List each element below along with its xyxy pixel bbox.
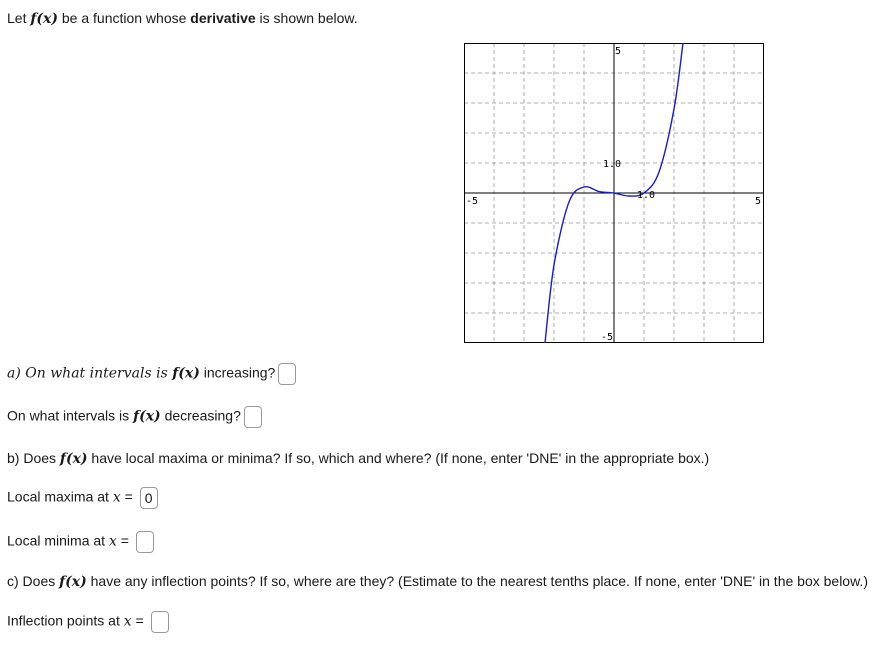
part-b-question: b) Does f(x) have local maxima or minima? If so, which and where? (If none, enter 'DNE' in the appropriate box.): [7, 450, 710, 467]
local-minima-answer-box[interactable]: [136, 531, 154, 553]
tick-label-x-1-0: 1.0: [637, 190, 656, 201]
part-a-decreasing: On what intervals is f(x) decreasing?: [7, 406, 262, 428]
tick-label-y-1-0: 1.0: [603, 159, 622, 170]
derivative-graph: [464, 43, 764, 343]
tick-label-y-top: 5: [615, 46, 622, 57]
inflection-row: Inflection points at x =: [7, 611, 169, 633]
increasing-answer-box[interactable]: [278, 363, 296, 385]
decreasing-answer-box[interactable]: [244, 406, 262, 428]
local-maxima-row: Local maxima at x = 0: [7, 487, 158, 509]
tick-label-x-right: 5: [755, 196, 762, 207]
part-c-question: c) Does f(x) have any inflection points? If so, where are they? (Estimate to the nearest tenths place. If none, enter 'DNE' in the box below.): [7, 573, 868, 590]
intro-text: Let f(x) be a function whose derivative is shown below.: [7, 10, 358, 27]
inflection-answer-box[interactable]: [151, 611, 169, 633]
local-maxima-answer-box[interactable]: 0: [140, 487, 158, 509]
part-a-increasing: a) On what intervals is f(x) increasing?: [7, 363, 296, 385]
tick-label-y-bottom: -5: [601, 332, 614, 343]
func-f-x: f(x): [30, 11, 58, 27]
local-minima-row: Local minima at x =: [7, 531, 154, 553]
tick-label-x-left: -5: [466, 196, 479, 207]
